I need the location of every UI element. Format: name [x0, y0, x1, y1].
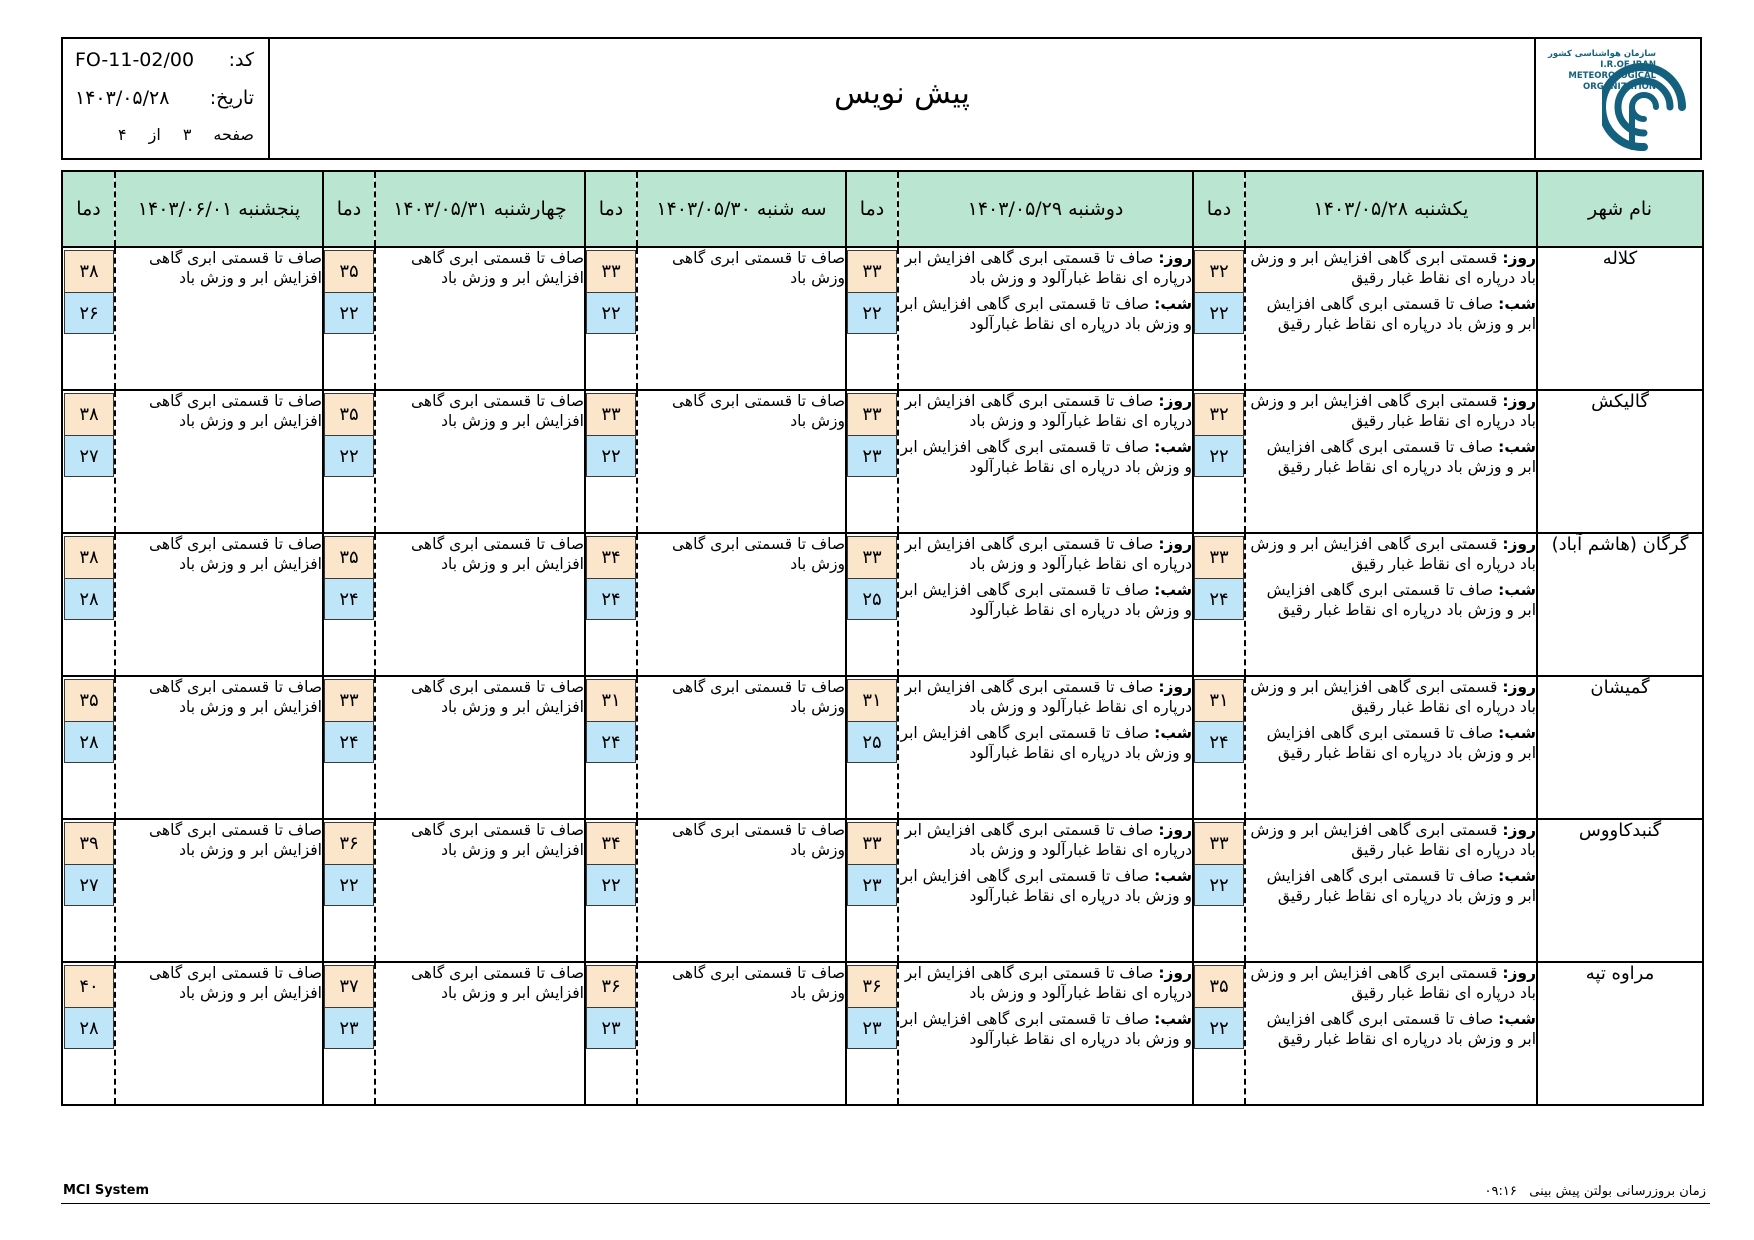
organization-logo [1534, 39, 1700, 158]
temperature-cell-day-4 [323, 962, 375, 1105]
min-temperature: ۲۵ [847, 721, 897, 763]
day-label: روز: [1502, 964, 1536, 982]
min-temperature: ۲۲ [324, 435, 374, 477]
page-row [75, 125, 254, 144]
day-text: صاف تا قسمتی ابری گاهی افزایش ابر درپاره ای نقاط غبارآلود و وزش باد [904, 535, 1192, 573]
forecast-description-day-3 [637, 676, 846, 819]
day-text: قسمتی ابری گاهی افزایش ابر و وزش باد درپاره ای نقاط غبار رقیق [1250, 964, 1536, 1002]
temperature-cell-day-1 [1193, 533, 1245, 676]
code-label: کد: [228, 49, 254, 71]
date-value: ۱۴۰۳/۰۵/۲۸ [75, 87, 170, 109]
temperature-cell-day-4 [323, 390, 375, 533]
night-label: شب: [1154, 295, 1192, 313]
temperature-cell-day-3 [585, 962, 637, 1105]
header-temp-2: دما [846, 171, 898, 247]
temperature-cell-day-2 [846, 819, 898, 962]
min-temperature: ۲۲ [586, 435, 636, 477]
temperature-cell-day-2 [846, 533, 898, 676]
logo-text-en1: I.R.OF IRAN [1600, 60, 1656, 70]
max-temperature: ۳۶ [586, 965, 636, 1007]
min-temperature: ۲۶ [64, 292, 114, 334]
min-temperature: ۲۳ [324, 1007, 374, 1049]
max-temperature: ۳۷ [324, 965, 374, 1007]
max-temperature: ۳۳ [847, 393, 897, 435]
night-forecast [899, 294, 1192, 334]
code-value: FO-11-02/00 [75, 49, 195, 71]
logo-text-en3: ORGANIZATION [1583, 82, 1656, 92]
forecast-text: صاف تا قسمتی ابری گاهی افزایش ابر و وزش باد [149, 392, 322, 430]
update-time: ۰۹:۱۶ [1484, 1184, 1517, 1199]
max-temperature: ۳۸ [64, 536, 114, 578]
min-temperature: ۲۴ [586, 578, 636, 620]
night-text: صاف تا قسمتی ابری گاهی افزایش ابر و وزش باد درپاره ای نقاط غبار رقیق [1266, 867, 1536, 905]
max-temperature: ۳۳ [586, 250, 636, 292]
min-temperature: ۲۲ [847, 292, 897, 334]
min-temperature: ۲۲ [1194, 292, 1244, 334]
night-forecast [899, 580, 1192, 620]
min-temperature: ۲۲ [324, 864, 374, 906]
min-temperature: ۲۷ [64, 864, 114, 906]
min-temperature: ۲۴ [1194, 721, 1244, 763]
night-label: شب: [1498, 295, 1536, 313]
temperature-cell-day-5 [62, 533, 115, 676]
document-header [61, 37, 1702, 160]
max-temperature: ۴۰ [64, 965, 114, 1007]
max-temperature: ۳۳ [1194, 822, 1244, 864]
city-name: کلاله [1537, 247, 1703, 390]
temperature-cell-day-3 [585, 533, 637, 676]
forecast-description-day-2 [898, 819, 1193, 962]
min-temperature: ۲۸ [64, 578, 114, 620]
forecast-description-day-5 [115, 533, 323, 676]
forecast-description-day-1 [1245, 533, 1537, 676]
spiral-logo-icon [1602, 55, 1686, 153]
min-temperature: ۲۲ [1194, 435, 1244, 477]
night-label: شب: [1154, 438, 1192, 456]
day-text: قسمتی ابری گاهی افزایش ابر و وزش باد درپاره ای نقاط غبار رقیق [1250, 392, 1536, 430]
max-temperature: ۳۴ [586, 822, 636, 864]
forecast-text: صاف تا قسمتی ابری گاهی وزش باد [672, 964, 845, 1002]
table-row [62, 962, 1703, 1105]
night-forecast [1246, 437, 1536, 477]
temperature-cell-day-2 [846, 676, 898, 819]
code-row [75, 49, 254, 71]
header-temp-1: دما [1193, 171, 1245, 247]
min-temperature: ۲۲ [586, 864, 636, 906]
day-label: روز: [1158, 821, 1192, 839]
night-forecast [1246, 1009, 1536, 1049]
day-text: صاف تا قسمتی ابری گاهی افزایش ابر درپاره ای نقاط غبارآلود و وزش باد [904, 964, 1192, 1002]
night-forecast [1246, 294, 1536, 334]
system-name: MCI System [63, 1183, 149, 1198]
day-label: روز: [1158, 964, 1192, 982]
forecast-description-day-3 [637, 247, 846, 390]
header-temp-4: دما [323, 171, 375, 247]
min-temperature: ۲۳ [847, 1007, 897, 1049]
temperature-cell-day-1 [1193, 247, 1245, 390]
table-header-row [62, 171, 1703, 247]
night-forecast [1246, 866, 1536, 906]
forecast-text: صاف تا قسمتی ابری گاهی وزش باد [672, 678, 845, 716]
max-temperature: ۳۸ [64, 250, 114, 292]
forecast-description-day-4 [375, 390, 585, 533]
temperature-cell-day-5 [62, 676, 115, 819]
min-temperature: ۲۵ [847, 578, 897, 620]
temperature-cell-day-1 [1193, 962, 1245, 1105]
temperature-cell-day-1 [1193, 676, 1245, 819]
day-forecast [1246, 534, 1536, 574]
temperature-cell-day-5 [62, 962, 115, 1105]
max-temperature: ۳۳ [1194, 536, 1244, 578]
city-name: گرگان (هاشم آباد) [1537, 533, 1703, 676]
max-temperature: ۳۲ [1194, 393, 1244, 435]
max-temperature: ۳۹ [64, 822, 114, 864]
max-temperature: ۳۸ [64, 393, 114, 435]
max-temperature: ۳۱ [847, 679, 897, 721]
max-temperature: ۳۳ [586, 393, 636, 435]
min-temperature: ۲۴ [324, 721, 374, 763]
night-text: صاف تا قسمتی ابری گاهی افزایش ابر و وزش باد درپاره ای نقاط غبار رقیق [1266, 581, 1536, 619]
day-label: روز: [1158, 678, 1192, 696]
forecast-description-day-2 [898, 676, 1193, 819]
night-text: صاف تا قسمتی ابری گاهی افزایش ابر و وزش باد درپاره ای نقاط غبارآلود [900, 581, 1192, 619]
page-total: ۴ [118, 125, 127, 144]
max-temperature: ۳۳ [847, 822, 897, 864]
day-label: روز: [1158, 249, 1192, 267]
forecast-text: صاف تا قسمتی ابری گاهی افزایش ابر و وزش باد [411, 392, 584, 430]
forecast-text: صاف تا قسمتی ابری گاهی وزش باد [672, 249, 845, 287]
night-forecast [899, 437, 1192, 477]
day-text: قسمتی ابری گاهی افزایش ابر و وزش باد درپاره ای نقاط غبار رقیق [1250, 249, 1536, 287]
night-label: شب: [1498, 724, 1536, 742]
city-name: مراوه تپه [1537, 962, 1703, 1105]
min-temperature: ۲۲ [1194, 1007, 1244, 1049]
temperature-cell-day-1 [1193, 390, 1245, 533]
forecast-text: صاف تا قسمتی ابری گاهی وزش باد [672, 821, 845, 859]
temperature-cell-day-3 [585, 676, 637, 819]
temperature-cell-day-3 [585, 819, 637, 962]
forecast-description-day-5 [115, 247, 323, 390]
day-forecast [1246, 391, 1536, 431]
forecast-text: صاف تا قسمتی ابری گاهی وزش باد [672, 535, 845, 573]
forecast-text: صاف تا قسمتی ابری گاهی افزایش ابر و وزش باد [411, 249, 584, 287]
min-temperature: ۲۲ [586, 292, 636, 334]
night-forecast [899, 723, 1192, 763]
max-temperature: ۳۱ [586, 679, 636, 721]
day-forecast [1246, 677, 1536, 717]
temperature-cell-day-5 [62, 247, 115, 390]
night-forecast [899, 866, 1192, 906]
forecast-description-day-4 [375, 819, 585, 962]
forecast-description-day-3 [637, 390, 846, 533]
forecast-text: صاف تا قسمتی ابری گاهی افزایش ابر و وزش باد [411, 821, 584, 859]
document-meta [63, 39, 270, 158]
forecast-description-day-1 [1245, 390, 1537, 533]
forecast-description-day-3 [637, 962, 846, 1105]
day-forecast [899, 534, 1192, 574]
max-temperature: ۳۶ [847, 965, 897, 1007]
day-forecast [1246, 248, 1536, 288]
max-temperature: ۳۱ [1194, 679, 1244, 721]
forecast-description-day-1 [1245, 819, 1537, 962]
logo-text-en2: METEOROLOGICAL [1568, 71, 1656, 81]
day-text: قسمتی ابری گاهی افزایش ابر و وزش باد درپاره ای نقاط غبار رقیق [1250, 821, 1536, 859]
header-city: نام شهر [1537, 171, 1703, 247]
min-temperature: ۲۸ [64, 1007, 114, 1049]
forecast-table [61, 170, 1704, 1106]
night-text: صاف تا قسمتی ابری گاهی افزایش ابر و وزش باد درپاره ای نقاط غبارآلود [900, 724, 1192, 762]
max-temperature: ۳۳ [324, 679, 374, 721]
max-temperature: ۳۵ [324, 250, 374, 292]
city-name: گمیشان [1537, 676, 1703, 819]
max-temperature: ۳۳ [847, 250, 897, 292]
day-text: صاف تا قسمتی ابری گاهی افزایش ابر درپاره ای نقاط غبارآلود و وزش باد [904, 392, 1192, 430]
max-temperature: ۳۵ [324, 393, 374, 435]
day-label: روز: [1502, 249, 1536, 267]
temperature-cell-day-5 [62, 819, 115, 962]
day-label: روز: [1502, 678, 1536, 696]
temperature-cell-day-4 [323, 819, 375, 962]
table-row [62, 676, 1703, 819]
table-row [62, 247, 1703, 390]
day-label: روز: [1158, 535, 1192, 553]
footer-divider [61, 1203, 1710, 1204]
forecast-description-day-4 [375, 676, 585, 819]
page-number: ۳ [182, 125, 192, 144]
day-text: صاف تا قسمتی ابری گاهی افزایش ابر درپاره ای نقاط غبارآلود و وزش باد [904, 821, 1192, 859]
forecast-description-day-5 [115, 819, 323, 962]
forecast-text: صاف تا قسمتی ابری گاهی افزایش ابر و وزش باد [149, 821, 322, 859]
forecast-description-day-5 [115, 676, 323, 819]
forecast-text: صاف تا قسمتی ابری گاهی وزش باد [672, 392, 845, 430]
night-text: صاف تا قسمتی ابری گاهی افزایش ابر و وزش باد درپاره ای نقاط غبار رقیق [1266, 438, 1536, 476]
update-label: زمان بروزرسانی بولتن پیش بینی [1529, 1184, 1706, 1199]
temperature-cell-day-1 [1193, 819, 1245, 962]
min-temperature: ۲۲ [324, 292, 374, 334]
forecast-text: صاف تا قسمتی ابری گاهی افزایش ابر و وزش باد [149, 249, 322, 287]
forecast-description-day-1 [1245, 247, 1537, 390]
forecast-text: صاف تا قسمتی ابری گاهی افزایش ابر و وزش باد [411, 964, 584, 1002]
night-text: صاف تا قسمتی ابری گاهی افزایش ابر و وزش باد درپاره ای نقاط غبارآلود [900, 867, 1192, 905]
day-forecast [899, 963, 1192, 1003]
min-temperature: ۲۳ [847, 864, 897, 906]
max-temperature: ۳۲ [1194, 250, 1244, 292]
table-row [62, 819, 1703, 962]
city-name: گنبدکاووس [1537, 819, 1703, 962]
forecast-description-day-2 [898, 962, 1193, 1105]
night-text: صاف تا قسمتی ابری گاهی افزایش ابر و وزش باد درپاره ای نقاط غبارآلود [900, 438, 1192, 476]
day-forecast [899, 248, 1192, 288]
min-temperature: ۲۸ [64, 721, 114, 763]
max-temperature: ۳۵ [64, 679, 114, 721]
night-label: شب: [1154, 581, 1192, 599]
min-temperature: ۲۲ [1194, 864, 1244, 906]
city-name: گالیکش [1537, 390, 1703, 533]
max-temperature: ۳۴ [586, 536, 636, 578]
temperature-cell-day-5 [62, 390, 115, 533]
header-day-4: چهارشنبه ۱۴۰۳/۰۵/۳۱ [375, 171, 585, 247]
update-info [1485, 1184, 1706, 1199]
page-of: از [148, 125, 161, 144]
day-label: روز: [1502, 392, 1536, 410]
header-day-1: یکشنبه ۱۴۰۳/۰۵/۲۸ [1245, 171, 1537, 247]
temperature-cell-day-4 [323, 247, 375, 390]
min-temperature: ۲۷ [64, 435, 114, 477]
min-temperature: ۲۳ [586, 1007, 636, 1049]
forecast-description-day-2 [898, 390, 1193, 533]
day-text: قسمتی ابری گاهی افزایش ابر و وزش باد درپاره ای نقاط غبار رقیق [1250, 678, 1536, 716]
forecast-description-day-4 [375, 533, 585, 676]
night-text: صاف تا قسمتی ابری گاهی افزایش ابر و وزش باد درپاره ای نقاط غبار رقیق [1266, 295, 1536, 333]
header-day-2: دوشنبه ۱۴۰۳/۰۵/۲۹ [898, 171, 1193, 247]
logo-text-fa: سازمان هواشناسی کشور [1547, 49, 1656, 59]
min-temperature: ۲۴ [1194, 578, 1244, 620]
forecast-description-day-4 [375, 247, 585, 390]
forecast-description-day-1 [1245, 962, 1537, 1105]
night-forecast [899, 1009, 1192, 1049]
header-temp-5: دما [62, 171, 115, 247]
header-day-5: پنجشنبه ۱۴۰۳/۰۶/۰۱ [115, 171, 323, 247]
date-row [75, 87, 254, 109]
date-label: تاریخ: [209, 87, 254, 109]
day-forecast [1246, 820, 1536, 860]
forecast-description-day-2 [898, 247, 1193, 390]
page-title: پیش نویس [834, 76, 970, 111]
temperature-cell-day-3 [585, 247, 637, 390]
temperature-cell-day-2 [846, 390, 898, 533]
temperature-cell-day-2 [846, 962, 898, 1105]
day-text: قسمتی ابری گاهی افزایش ابر و وزش باد درپاره ای نقاط غبار رقیق [1250, 535, 1536, 573]
temperature-cell-day-4 [323, 533, 375, 676]
day-label: روز: [1158, 392, 1192, 410]
night-text: صاف تا قسمتی ابری گاهی افزایش ابر و وزش باد درپاره ای نقاط غبار رقیق [1266, 724, 1536, 762]
night-label: شب: [1498, 867, 1536, 885]
night-label: شب: [1498, 581, 1536, 599]
forecast-description-day-3 [637, 819, 846, 962]
day-text: صاف تا قسمتی ابری گاهی افزایش ابر درپاره ای نقاط غبارآلود و وزش باد [904, 249, 1192, 287]
header-day-3: سه شنبه ۱۴۰۳/۰۵/۳۰ [637, 171, 846, 247]
min-temperature: ۲۴ [324, 578, 374, 620]
night-forecast [1246, 580, 1536, 620]
day-forecast [1246, 963, 1536, 1003]
forecast-description-day-5 [115, 390, 323, 533]
night-forecast [1246, 723, 1536, 763]
forecast-text: صاف تا قسمتی ابری گاهی افزایش ابر و وزش باد [411, 535, 584, 573]
forecast-description-day-3 [637, 533, 846, 676]
day-forecast [899, 677, 1192, 717]
max-temperature: ۳۵ [1194, 965, 1244, 1007]
forecast-description-day-4 [375, 962, 585, 1105]
day-label: روز: [1502, 821, 1536, 839]
night-label: شب: [1154, 724, 1192, 742]
table-row [62, 390, 1703, 533]
night-label: شب: [1498, 438, 1536, 456]
forecast-text: صاف تا قسمتی ابری گاهی افزایش ابر و وزش باد [149, 678, 322, 716]
day-forecast [899, 820, 1192, 860]
night-text: صاف تا قسمتی ابری گاهی افزایش ابر و وزش باد درپاره ای نقاط غبار رقیق [1266, 1010, 1536, 1048]
max-temperature: ۳۵ [324, 536, 374, 578]
day-text: صاف تا قسمتی ابری گاهی افزایش ابر درپاره ای نقاط غبارآلود و وزش باد [904, 678, 1192, 716]
forecast-text: صاف تا قسمتی ابری گاهی افزایش ابر و وزش باد [149, 535, 322, 573]
forecast-description-day-2 [898, 533, 1193, 676]
night-text: صاف تا قسمتی ابری گاهی افزایش ابر و وزش باد درپاره ای نقاط غبارآلود [900, 1010, 1192, 1048]
max-temperature: ۳۶ [324, 822, 374, 864]
night-text: صاف تا قسمتی ابری گاهی افزایش ابر و وزش باد درپاره ای نقاط غبارآلود [900, 295, 1192, 333]
max-temperature: ۳۳ [847, 536, 897, 578]
header-temp-3: دما [585, 171, 637, 247]
forecast-text: صاف تا قسمتی ابری گاهی افزایش ابر و وزش باد [149, 964, 322, 1002]
temperature-cell-day-3 [585, 390, 637, 533]
table-row [62, 533, 1703, 676]
page-label: صفحه [213, 125, 254, 144]
forecast-description-day-1 [1245, 676, 1537, 819]
night-label: شب: [1498, 1010, 1536, 1028]
night-label: شب: [1154, 1010, 1192, 1028]
temperature-cell-day-4 [323, 676, 375, 819]
day-forecast [899, 391, 1192, 431]
temperature-cell-day-2 [846, 247, 898, 390]
night-label: شب: [1154, 867, 1192, 885]
day-label: روز: [1502, 535, 1536, 553]
min-temperature: ۲۳ [847, 435, 897, 477]
forecast-text: صاف تا قسمتی ابری گاهی افزایش ابر و وزش باد [411, 678, 584, 716]
forecast-description-day-5 [115, 962, 323, 1105]
min-temperature: ۲۴ [586, 721, 636, 763]
